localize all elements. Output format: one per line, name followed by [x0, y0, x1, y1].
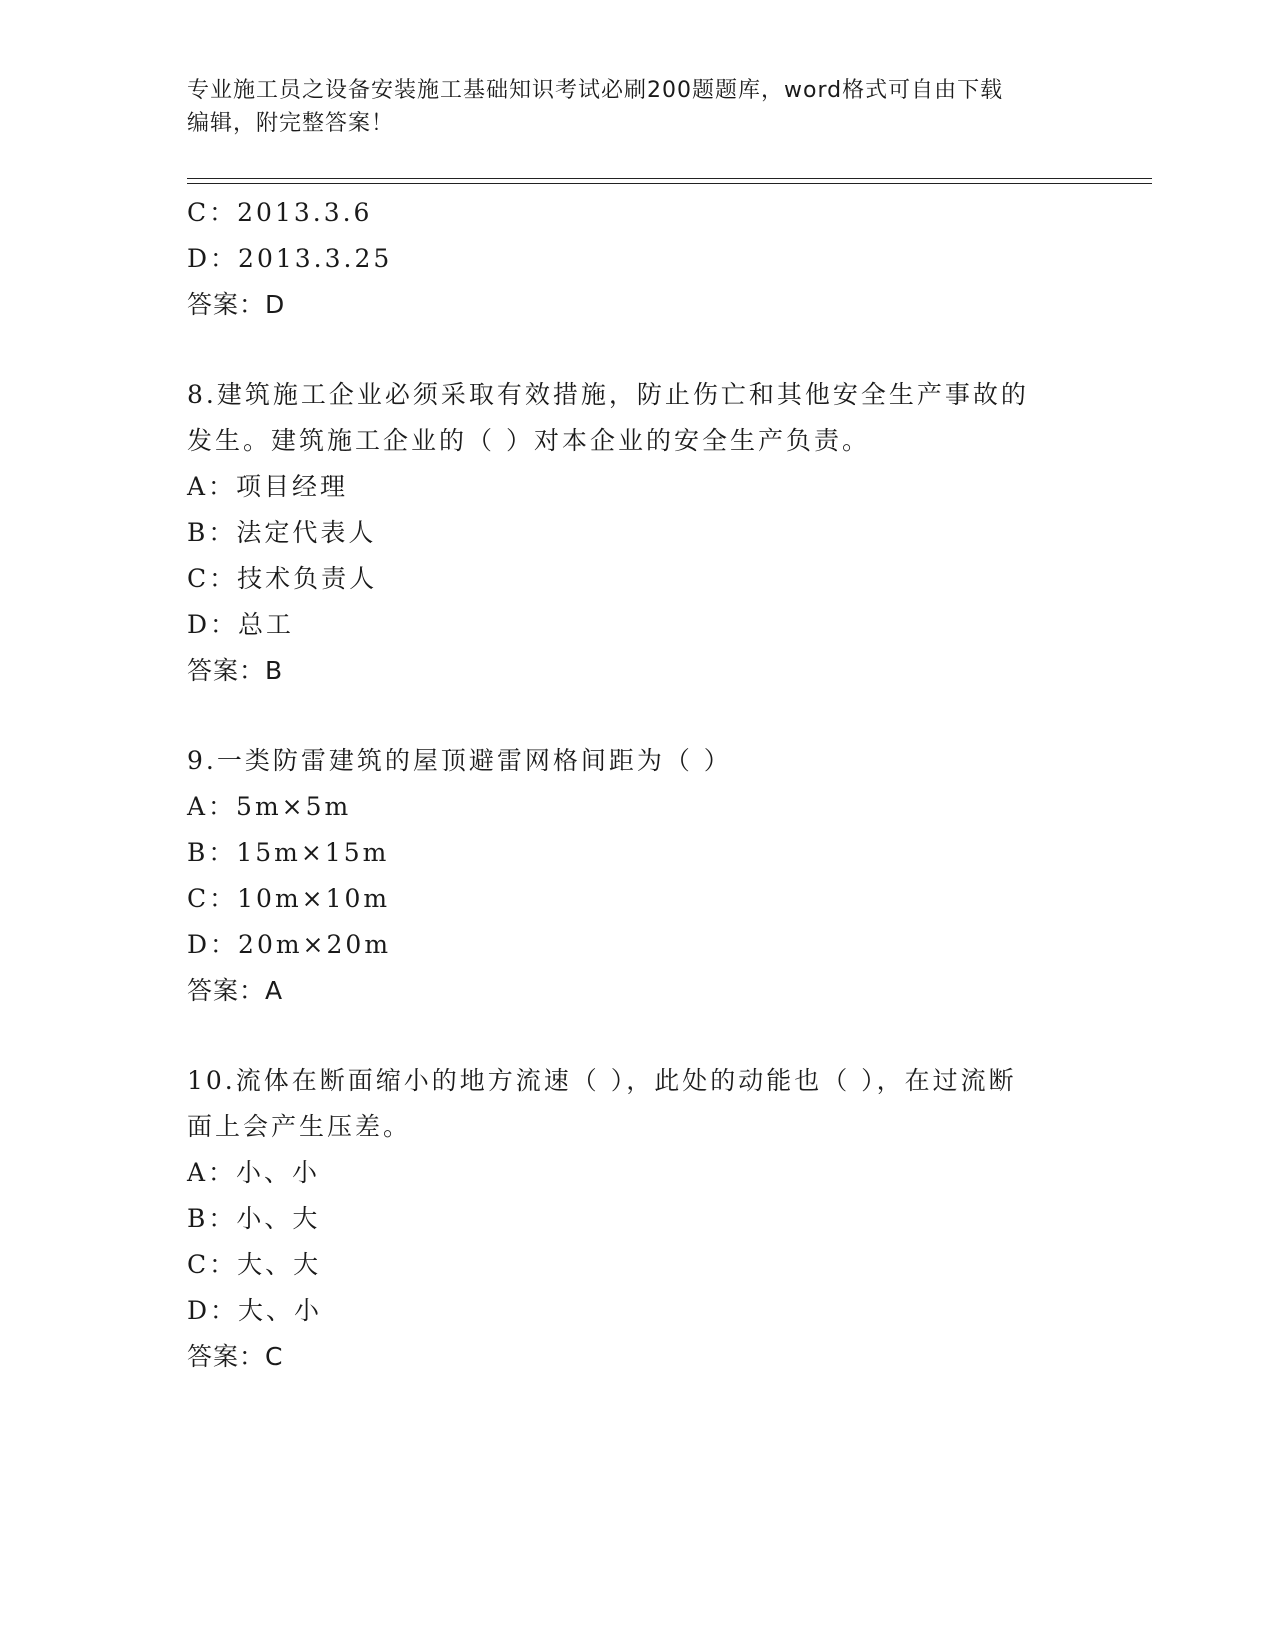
header-title-line-2: 编辑，附完整答案！ [187, 111, 395, 136]
option-c: C：10m×10m [187, 884, 391, 913]
question-text-line-1: 8.建筑施工企业必须采取有效措施，防止伤亡和其他安全生产事故的 [187, 380, 1029, 409]
document-body [187, 190, 1087, 1380]
answer-line: 答案：A [187, 976, 284, 1005]
spacer [187, 328, 1087, 372]
question-text-line-1: 10.流体在断面缩小的地方流速（ ），此处的动能也（ ），在过流断 [187, 1066, 1017, 1095]
option-a: A：5m×5m [187, 792, 352, 821]
question-9 [187, 738, 1087, 1014]
answer-line: 答案：C [187, 1342, 284, 1371]
option-b: B：小、大 [187, 1204, 321, 1233]
question-text-line-2: 面上会产生压差。 [187, 1112, 412, 1141]
answer-line: 答案：D [187, 290, 286, 319]
option-b: B：法定代表人 [187, 518, 377, 547]
option-c: C：2013.3.6 [187, 198, 373, 227]
option-c: C：技术负责人 [187, 564, 378, 593]
question-text-line-2: 发生。建筑施工企业的（ ）对本企业的安全生产负责。 [187, 426, 870, 455]
header-title-line-1: 专业施工员之设备安装施工基础知识考试必刷200题题库，word格式可自由下载 [187, 78, 1004, 103]
option-a: A：项目经理 [187, 472, 349, 501]
option-c: C：大、大 [187, 1250, 322, 1279]
question-7-tail [187, 190, 1087, 328]
header-rule-bottom [187, 183, 1152, 184]
option-d: D：总工 [187, 610, 295, 639]
option-a: A：小、小 [187, 1158, 321, 1187]
question-8 [187, 372, 1087, 694]
option-d: D：20m×20m [187, 930, 392, 959]
spacer [187, 1014, 1087, 1058]
answer-line: 答案：B [187, 656, 284, 685]
question-text-line-1: 9.一类防雷建筑的屋顶避雷网格间距为（ ） [187, 746, 732, 775]
option-d: D：大、小 [187, 1296, 323, 1325]
option-b: B：15m×15m [187, 838, 390, 867]
header-rule-top [187, 178, 1152, 179]
question-10 [187, 1058, 1087, 1380]
document-header [187, 74, 1087, 140]
option-d: D：2013.3.25 [187, 244, 393, 273]
spacer [187, 694, 1087, 738]
